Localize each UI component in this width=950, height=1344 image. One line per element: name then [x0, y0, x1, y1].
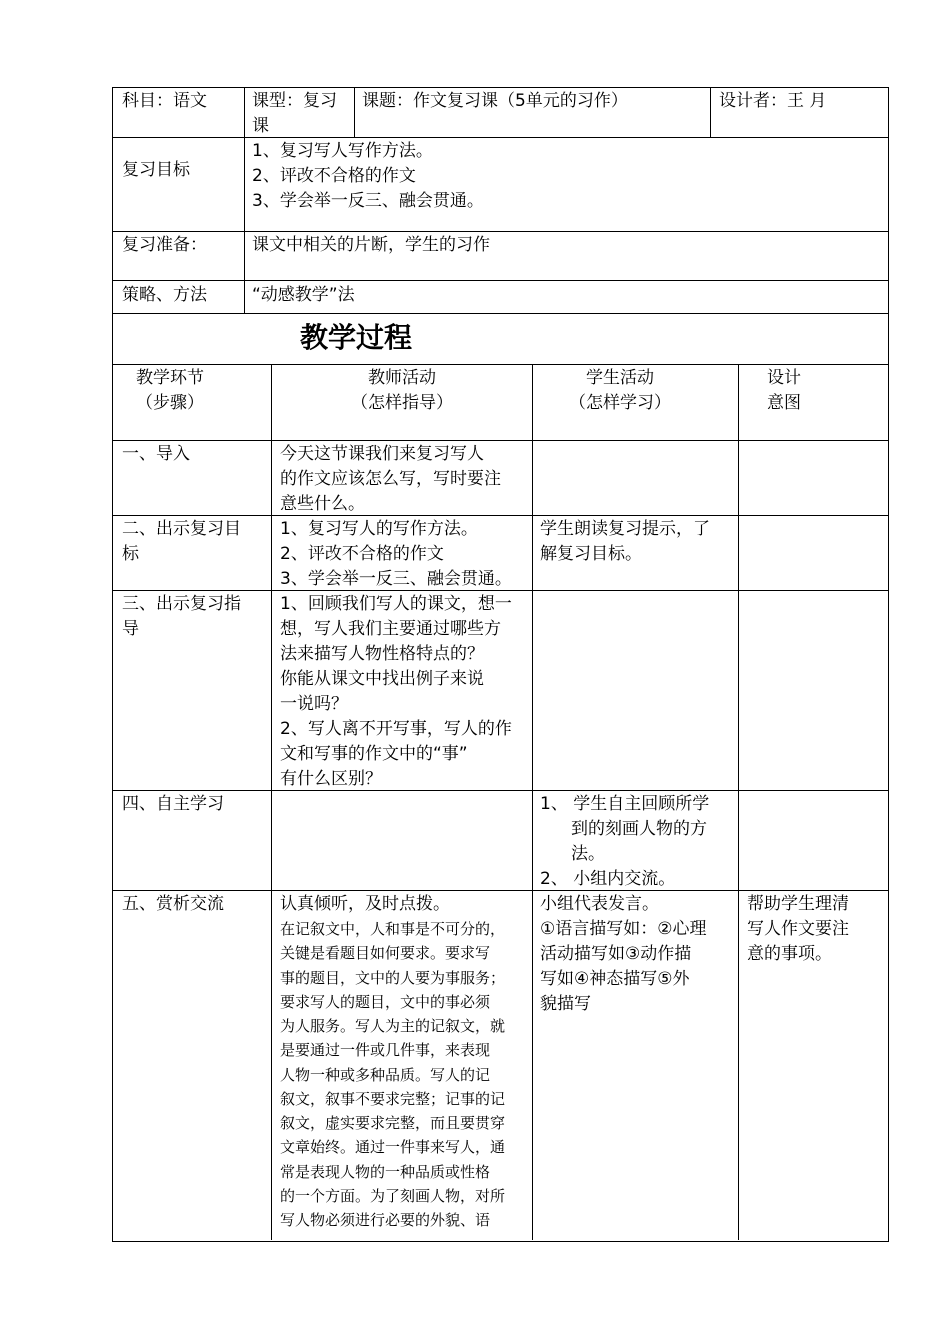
- teacher-line: 3、学会举一反三、融会贯通。: [280, 569, 512, 589]
- prep-value: 课文中相关的片断，学生的习作: [252, 235, 490, 255]
- row-divider: [113, 280, 888, 281]
- col-divider: [738, 364, 739, 1240]
- strategy-value: “动感教学”法: [252, 285, 355, 305]
- teacher-line: 为人服务。写人为主的记叙文，就: [280, 1017, 506, 1035]
- teacher-line: 常是表现人物的一种品质或性格: [280, 1163, 491, 1181]
- teacher-line: 一说吗？: [280, 694, 348, 714]
- row-divider: [113, 440, 888, 441]
- teacher-line: 2、评改不合格的作文: [280, 544, 444, 564]
- subject-cell: 科目：语文: [122, 91, 207, 111]
- row-divider: [113, 313, 888, 314]
- student-line: 解复习目标。: [540, 544, 642, 564]
- student-line: ①语言描写如：②心理: [540, 919, 707, 939]
- designer-cell: 设计者：王 月: [719, 91, 827, 111]
- row-divider: [113, 231, 888, 232]
- col-header-step: 教学环节: [136, 368, 204, 388]
- student-line: 2、 小组内交流。: [540, 869, 676, 889]
- col-header-teacher-sub: （怎样指导）: [351, 393, 453, 413]
- teacher-line: 人物一种或多种品质。写人的记: [280, 1066, 491, 1084]
- step-cell: 三、出示复习指: [122, 594, 241, 614]
- lesson-type-cell: 课型：复习: [252, 91, 337, 111]
- student-line: 法。: [571, 844, 605, 864]
- student-line: 到的刻画人物的方: [571, 819, 707, 839]
- step-cell: 五、赏析交流: [122, 894, 224, 914]
- col-divider: [354, 88, 355, 137]
- teacher-line: 文章始终。通过一件事来写人，通: [280, 1138, 506, 1156]
- teacher-line: 文和写事的作文中的“事”: [280, 744, 468, 764]
- teacher-line: 的一个方面。为了刻画人物，对所: [280, 1187, 506, 1205]
- process-title: 教学过程: [300, 321, 413, 354]
- col-header-step-sub: （步骤）: [136, 393, 204, 413]
- prep-label: 复习准备：: [122, 235, 207, 255]
- col-header-intent-sub: 意图: [767, 393, 801, 413]
- row-divider: [113, 364, 888, 365]
- row-divider: [113, 137, 888, 138]
- goal-item: 2、评改不合格的作文: [252, 166, 416, 186]
- lesson-type-cell-cont: 课: [252, 116, 269, 136]
- teacher-line: 事的题目，文中的人要为事服务；: [280, 969, 506, 987]
- teacher-line: 你能从课文中找出例子来说: [280, 669, 484, 689]
- teacher-line: 叙文，叙事不要求完整；记事的记: [280, 1090, 506, 1108]
- teacher-line: 在记叙文中，人和事是不可分的，: [280, 920, 506, 938]
- col-divider: [710, 88, 711, 137]
- teacher-line: 1、复习写人的写作方法。: [280, 519, 478, 539]
- student-line: 貌描写: [540, 994, 591, 1014]
- lesson-plan-table: [112, 87, 889, 1242]
- row-divider: [113, 515, 888, 516]
- step-cell: 二、出示复习目: [122, 519, 241, 539]
- col-divider: [244, 88, 245, 313]
- intent-line: 写人作文要注: [747, 919, 849, 939]
- student-line: 活动描写如③动作描: [540, 944, 692, 964]
- student-line: 1、 学生自主回顾所学: [540, 794, 710, 814]
- teacher-line: 1、回顾我们写人的课文，想一: [280, 594, 512, 614]
- teacher-line: 叙文，虚实要求完整，而且要贯穿: [280, 1114, 506, 1132]
- strategy-label: 策略、方法: [122, 285, 207, 305]
- teacher-line: 法来描写人物性格特点的？: [280, 644, 484, 664]
- teacher-line: 意些什么。: [280, 494, 365, 514]
- student-line: 写如④神态描写⑤外: [540, 969, 690, 989]
- intent-line: 意的事项。: [747, 944, 832, 964]
- teacher-line: 关键是看题目如何要求。要求写: [280, 944, 491, 962]
- step-cell: 一、导入: [122, 444, 190, 464]
- col-header-intent: 设计: [767, 368, 801, 388]
- step-cell-cont: 标: [122, 544, 139, 564]
- topic-cell: 课题：作文复习课（5单元的习作）: [362, 91, 628, 111]
- goal-item: 1、复习写人写作方法。: [252, 141, 433, 161]
- teacher-line: 的作文应该怎么写，写时要注: [280, 469, 501, 489]
- teacher-line: 写人物必须进行必要的外貌、语: [280, 1211, 491, 1229]
- teacher-line: 是要通过一件或几件事，来表现: [280, 1041, 491, 1059]
- teacher-line: 要求写人的题目，文中的事必须: [280, 993, 491, 1011]
- student-line: 学生朗读复习提示，了: [540, 519, 710, 539]
- goals-label: 复习目标: [122, 160, 190, 180]
- col-divider: [271, 364, 272, 1240]
- goal-item: 3、学会举一反三、融会贯通。: [252, 191, 484, 211]
- col-divider: [532, 364, 533, 1240]
- row-divider: [113, 890, 888, 891]
- teacher-line: 今天这节课我们来复习写人: [280, 444, 484, 464]
- step-cell: 四、自主学习: [122, 794, 224, 814]
- teacher-line: 想，写人我们主要通过哪些方: [280, 619, 501, 639]
- step-cell-cont: 导: [122, 619, 139, 639]
- col-header-teacher: 教师活动: [368, 368, 436, 388]
- teacher-heading: 认真倾听，及时点拨。: [280, 894, 450, 914]
- intent-line: 帮助学生理清: [747, 894, 849, 914]
- col-header-student-sub: （怎样学习）: [569, 393, 671, 413]
- teacher-line: 2、写人离不开写事，写人的作: [280, 719, 512, 739]
- row-divider: [113, 790, 888, 791]
- col-header-student: 学生活动: [586, 368, 654, 388]
- teacher-line: 有什么区别？: [280, 769, 382, 789]
- student-line: 小组代表发言。: [540, 894, 659, 914]
